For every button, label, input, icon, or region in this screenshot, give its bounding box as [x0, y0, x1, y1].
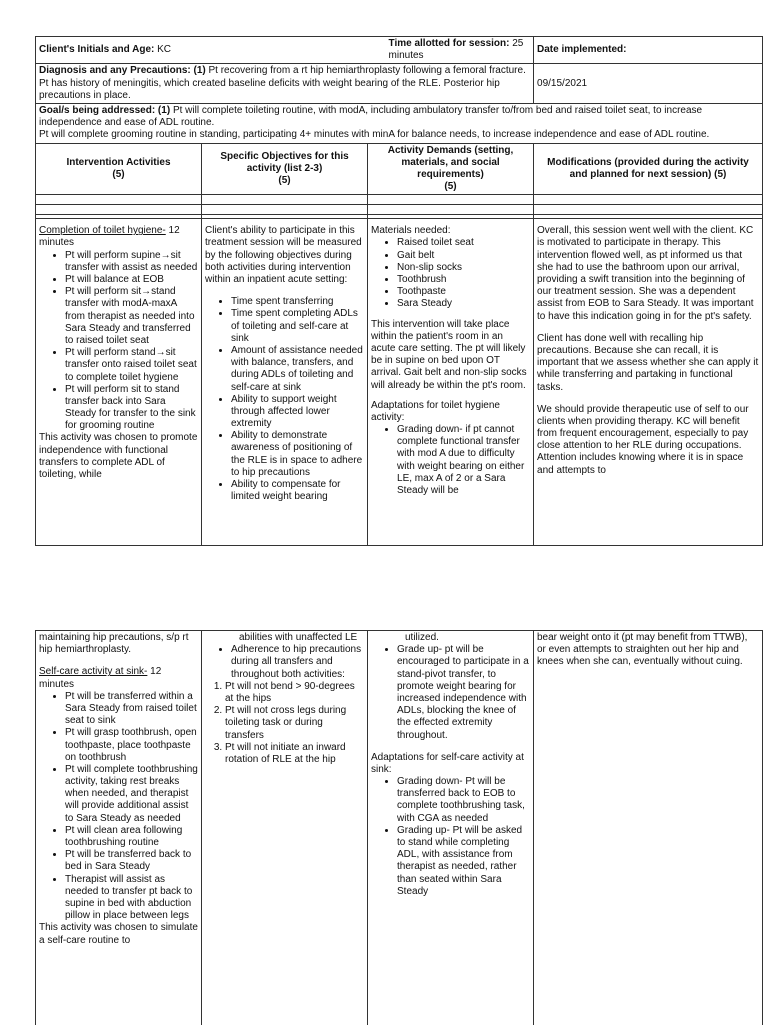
diagnosis-text: Pt recovering from a rt hip hemiarthroplasty following a femoral fracture. Pt has history of meningitis, which created baseline deficits with weight bearing of the RLE. Posterior hip precautions in place. [39, 65, 526, 101]
toilet-adapt-list [371, 424, 530, 497]
list-item: • Grading down- if pt cannot complete functional transfer with mod A due to difficulty with weight bearing on either LE, max A of 2 or a Sara Steady will be [397, 424, 530, 497]
list-item: • Grade up- pt will be encouraged to participate in a stand-pivot transfer, to promote weight bearing for increased independence with ADLs, blocking the knee of the effected extremity throughout. [397, 644, 530, 742]
list-item: • Pt will grasp toothbrush, open toothpaste, place toothpaste on toothbrush [65, 727, 198, 764]
list-item: • Gait belt [397, 250, 530, 262]
blank-row-2 [36, 205, 763, 215]
toilet-steps-list [39, 250, 198, 433]
list-item: • Ability to support weight through affected lower extremity [231, 394, 364, 431]
list-item: 1. Pt will not bend > 90-degrees at the hips [225, 681, 364, 705]
client-value: KC [157, 44, 172, 56]
list-item: • Toothpaste [397, 286, 530, 298]
client-label: Client's Initials and Age: [39, 44, 155, 56]
list-item: • Time spent completing ADLs of toileting and self-care at sink [231, 308, 364, 345]
client-cell [36, 37, 368, 64]
list-item: • Sara Steady [397, 298, 530, 310]
objectives-cell-continued [202, 631, 368, 1025]
modifications-p1: Overall, this session went well with the client. KC is motivated to participate in therapy. This intervention flowed well, as pt informed us that she had to use the bathroom upon our arrival, providing a swift transition into the beginning of our treatment session. She was a dependent assist from EOB to Sara Steady. It was important to have this indication going in for the pt's safety. [537, 225, 754, 322]
diagnosis-row [36, 64, 763, 104]
page-continued [35, 630, 762, 1025]
list-item: • Adherence to hip precautions during all transfers and throughout both activities: [231, 644, 364, 681]
modifications-p2: Client has done well with recalling hip precautions. Because she can recall, it is important that we assess whether she can apply it while transferring and partaking in functional tasks. [537, 332, 759, 393]
col-header-objectives: Specific Objectives for this activity (list 2-3) (5) [202, 143, 368, 195]
list-item: 2. Pt will not cross legs during toileting task or during transfers [225, 705, 364, 742]
date-value: 09/15/2021 [537, 77, 588, 89]
goal-2: Pt will complete grooming routine in standing, participating 4+ minutes with minA for balance needs, to increase independence and ease of ADL routine. [39, 129, 710, 141]
list-item: • Pt will be transferred back to bed in Sara Steady [65, 849, 198, 873]
toilet-rationale-cont: maintaining hip precautions, s/p rt hip hemiarthroplasty. [39, 632, 189, 656]
col-header-modifications: Modifications (provided during the activity and planned for next session) (5) [534, 143, 763, 195]
date-cell [534, 37, 763, 64]
sink-adapt-label: Adaptations for self-care activity at sink: [371, 751, 524, 775]
goals-row [36, 103, 763, 143]
list-item: • Ability to demonstrate awareness of positioning of the RLE is in space to adhere to hip precautions [231, 430, 364, 479]
objectives-list [205, 296, 364, 503]
list-item: • Pt will perform sit to stand transfer back into Sara Steady for transfer to the sink for grooming routine [65, 384, 198, 433]
interventions-cell-continued [36, 631, 202, 1025]
list-item: • Pt will perform supine→sit transfer with assist as needed [65, 250, 198, 274]
list-item: • Pt will balance at EOB [65, 274, 198, 286]
list-item: • Pt will complete toothbrushing activity, taking rest breaks when needed, and therapist will provide additional assist to Sara Steady as needed [65, 764, 198, 825]
modifications-cont: bear weight onto it (pt may benefit from TTWB), or even attempts to straighten out her hip and knees when she can, eventually without cuing. [537, 632, 748, 668]
content-row [36, 219, 763, 546]
list-item: • Time spent transferring [231, 296, 364, 308]
materials-list [371, 237, 530, 310]
list-item: • Pt will perform sit→stand transfer with modA-maxA from therapist as needed into Sara Steady and transferred to raised toilet seat [65, 286, 198, 347]
modifications-cell-continued [534, 631, 763, 1025]
goals-cell [36, 103, 763, 143]
goals-label: Goal/s being addressed: (1) [39, 104, 171, 116]
demands-cell-continued [368, 631, 534, 1025]
diagnosis-label: Diagnosis and any Precautions: (1) [39, 65, 206, 77]
objectives-cont-text: abilities with unaffected LE [239, 632, 358, 643]
diagnosis-cell [36, 64, 534, 104]
toilet-adapt-label: Adaptations for toilet hygiene activity: [371, 399, 500, 423]
modifications-cell [534, 219, 763, 546]
client-row [36, 37, 763, 64]
date-value-cell [534, 64, 763, 104]
list-item: • Grading down- Pt will be transferred back to EOB to complete toothbrushing task, with CGA as needed [397, 776, 530, 825]
list-item: • Pt will clean area following toothbrushing routine [65, 825, 198, 849]
plan-table-continued [35, 630, 763, 1025]
blank-row-1 [36, 195, 763, 205]
list-item: • Amount of assistance needed with balance, transfers, and during ADLs of toileting and self-care at sink [231, 345, 364, 394]
objectives-cell [202, 219, 368, 546]
content-row-continued [36, 631, 763, 1025]
sink-steps-list [39, 691, 198, 923]
objectives-intro: Client's ability to participate in this treatment session will be measured by the following objectives during both activities during intervention within an inpatient acute setting: [205, 225, 362, 285]
goal-1: Pt will complete toileting routine, with modA, including ambulatory transfer to/from bed and raised toilet seat, to increase independence and ease of ADL routine. [39, 104, 703, 129]
list-item: • Ability to compensate for limited weight bearing [231, 479, 364, 503]
materials-label: Materials needed: [371, 225, 451, 237]
toilet-activity-time: 12 minutes [39, 225, 180, 249]
demands-cont-text: utilized. [405, 632, 439, 643]
list-item: • Therapist will assist as needed to transfer pt back to supine in bed with abduction pillow in place between legs [65, 874, 198, 923]
time-cell [368, 37, 534, 64]
sink-adapt-list [371, 776, 530, 898]
list-item: • Grading up- Pt will be asked to stand while completing ADL, with assistance from therapist as needed, rather than seated within Sara Steady [397, 825, 530, 898]
date-label: Date implemented: [537, 44, 627, 56]
list-item: 3. Pt will not initiate an inward rotation of RLE at the hip [225, 742, 364, 766]
column-header-row [36, 143, 763, 195]
time-value: 25 minutes [388, 38, 524, 62]
page-top [35, 36, 762, 546]
col-header-interventions: Intervention Activities (5) [36, 143, 202, 195]
time-label: Time allotted for session: [388, 38, 510, 49]
plan-table [35, 36, 763, 546]
modifications-p3: We should provide therapeutic use of self to our clients when providing therapy. KC will benefit from frequent encouragement, especially to pay close attention to her RLE during occupations. Attention includes knowing where it is in space and attempts to [537, 403, 749, 476]
setting-text: This intervention will take place within the patient's room in an acute care setting. The pt will likely be in supine on bed upon OT arrival. Gait belt and non-slip socks will already be within the pt's room. [371, 318, 527, 391]
list-item: • Raised toilet seat [397, 237, 530, 249]
sink-rationale: This activity was chosen to simulate a self-care routine to [39, 922, 198, 946]
list-item: • Non-slip socks [397, 262, 530, 274]
grade-up-list [371, 644, 530, 742]
toilet-rationale: This activity was chosen to promote independence with functional transfers to complete ADL of toileting, while [39, 432, 198, 480]
precautions-numbered-list [205, 681, 364, 766]
interventions-cell [36, 219, 202, 546]
list-item: • Toothbrush [397, 274, 530, 286]
sink-activity-title: Self-care activity at sink- [39, 666, 148, 678]
toilet-activity-title: Completion of toilet hygiene- [39, 225, 166, 237]
demands-cell [368, 219, 534, 546]
list-item: • Pt will perform stand→sit transfer onto raised toilet seat to complete toilet hygiene [65, 347, 198, 384]
sink-activity-time: 12 minutes [39, 666, 162, 690]
col-header-demands: Activity Demands (setting, materials, and social requirements) (5) [368, 143, 534, 195]
list-item: • Pt will be transferred within a Sara Steady from raised toilet seat to sink [65, 691, 198, 728]
precautions-list [205, 644, 364, 681]
